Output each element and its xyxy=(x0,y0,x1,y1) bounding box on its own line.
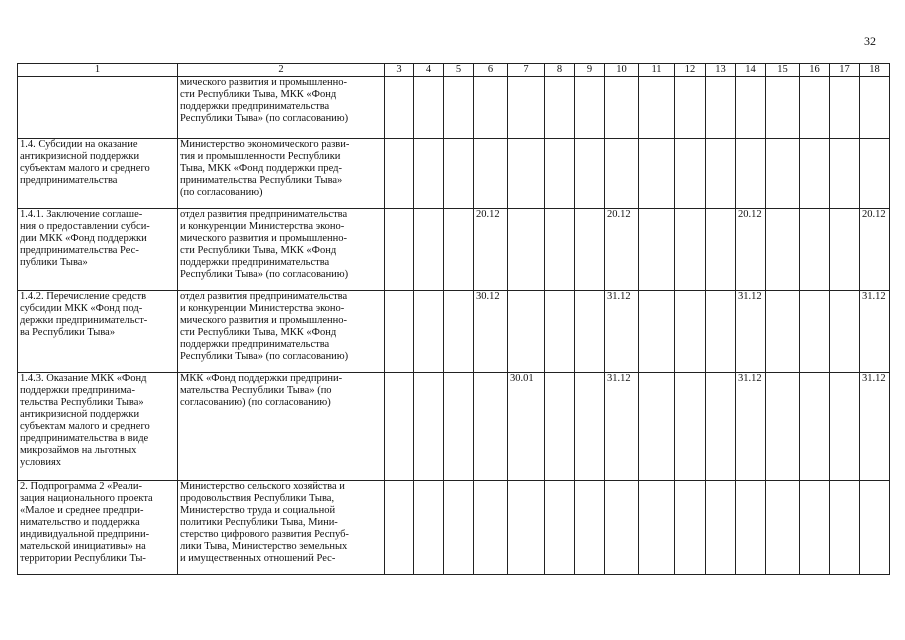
date-cell xyxy=(545,291,575,373)
column-header: 6 xyxy=(474,64,508,77)
date-cell: 30.12 xyxy=(474,291,508,373)
column-header: 5 xyxy=(444,64,474,77)
date-cell xyxy=(800,77,830,139)
date-cell xyxy=(830,291,860,373)
column-header: 12 xyxy=(675,64,706,77)
date-cell xyxy=(414,373,444,481)
date-cell xyxy=(706,209,736,291)
column-header: 15 xyxy=(766,64,800,77)
column-header: 4 xyxy=(414,64,444,77)
date-cell xyxy=(444,77,474,139)
date-cell xyxy=(605,77,639,139)
date-cell xyxy=(414,209,444,291)
date-cell xyxy=(800,209,830,291)
date-cell xyxy=(474,77,508,139)
date-cell: 31.12 xyxy=(860,291,890,373)
date-cell xyxy=(706,77,736,139)
date-cell xyxy=(545,209,575,291)
date-cell xyxy=(605,481,639,575)
executor-cell: отдел развития предпринимательства и конкуренции Министерства эконо- мического развития и промышленно- сти Республики Тыва, МКК «Фонд поддержки предпринимательства Республики Тыва» (по согласованию) xyxy=(178,209,385,291)
date-cell xyxy=(444,373,474,481)
date-cell: 20.12 xyxy=(736,209,766,291)
column-header: 9 xyxy=(575,64,605,77)
date-cell: 20.12 xyxy=(605,209,639,291)
date-cell xyxy=(675,481,706,575)
date-cell xyxy=(385,291,414,373)
date-cell xyxy=(736,77,766,139)
date-cell xyxy=(736,481,766,575)
date-cell xyxy=(706,291,736,373)
executor-cell: Министерство сельского хозяйства и продовольствия Республики Тыва, Министерство труда и социальной политики Республики Тыва, Мини- стерство цифрового развития Респуб- лики Тыва, Министерство земельных и имущественных отношений Рес- xyxy=(178,481,385,575)
table-row xyxy=(18,209,890,291)
executor-cell: МКК «Фонд поддержки предприни- мательства Республики Тыва» (по согласованию) (по согласованию) xyxy=(178,373,385,481)
date-cell xyxy=(800,481,830,575)
date-cell xyxy=(706,481,736,575)
date-cell xyxy=(575,209,605,291)
column-header: 8 xyxy=(545,64,575,77)
column-header: 1 xyxy=(18,64,178,77)
date-cell xyxy=(414,139,444,209)
date-cell xyxy=(639,481,675,575)
date-cell xyxy=(706,139,736,209)
date-cell xyxy=(766,481,800,575)
activity-name-cell: 1.4.1. Заключение соглаше- ния о предоставлении субси- дии МКК «Фонд поддержки предпринимательства Рес- публики Тыва» xyxy=(18,209,178,291)
date-cell xyxy=(508,481,545,575)
page-number: 32 xyxy=(864,34,876,48)
date-cell xyxy=(639,77,675,139)
date-cell xyxy=(675,373,706,481)
date-cell: 20.12 xyxy=(860,209,890,291)
date-cell: 20.12 xyxy=(474,209,508,291)
date-cell xyxy=(545,77,575,139)
date-cell xyxy=(800,291,830,373)
date-cell xyxy=(508,77,545,139)
executor-cell: Министерство экономического разви- тия и промышленности Республики Тыва, МКК «Фонд поддержки пред- принимательства Республики Тыва» (по согласованию) xyxy=(178,139,385,209)
date-cell xyxy=(508,139,545,209)
date-cell xyxy=(860,77,890,139)
date-cell xyxy=(414,291,444,373)
date-cell xyxy=(639,373,675,481)
date-cell xyxy=(830,373,860,481)
date-cell xyxy=(474,373,508,481)
executor-cell: мического развития и промышленно- сти Республики Тыва, МКК «Фонд поддержки предпринимательства Республики Тыва» (по согласованию) xyxy=(178,77,385,139)
date-cell xyxy=(444,139,474,209)
date-cell xyxy=(545,481,575,575)
date-cell xyxy=(575,373,605,481)
activity-name-cell: 1.4. Субсидии на оказание антикризисной поддержки субъектам малого и среднего предпринимательства xyxy=(18,139,178,209)
date-cell xyxy=(545,139,575,209)
date-cell xyxy=(414,77,444,139)
date-cell xyxy=(444,481,474,575)
date-cell xyxy=(385,77,414,139)
date-cell xyxy=(474,139,508,209)
column-header: 2 xyxy=(178,64,385,77)
date-cell xyxy=(830,139,860,209)
date-cell xyxy=(605,139,639,209)
date-cell xyxy=(508,209,545,291)
executor-cell: отдел развития предпринимательства и конкуренции Министерства эконо- мического развития и промышленно- сти Республики Тыва, МКК «Фонд поддержки предпринимательства Республики Тыва» (по согласованию) xyxy=(178,291,385,373)
date-cell xyxy=(800,139,830,209)
date-cell xyxy=(830,481,860,575)
date-cell xyxy=(675,209,706,291)
date-cell xyxy=(766,139,800,209)
activity-name-cell: 2. Подпрограмма 2 «Реали- зация национального проекта «Малое и среднее предпри- нимательство и поддержка индивидуальной предприни- мательской инициативы» на территории Республики Ты- xyxy=(18,481,178,575)
table-row xyxy=(18,373,890,481)
date-cell xyxy=(860,139,890,209)
date-cell xyxy=(385,481,414,575)
date-cell xyxy=(766,291,800,373)
date-cell xyxy=(766,373,800,481)
activity-name-cell xyxy=(18,77,178,139)
column-header: 7 xyxy=(508,64,545,77)
date-cell: 31.12 xyxy=(605,291,639,373)
activity-name-cell: 1.4.2. Перечисление средств субсидии МКК «Фонд под- держки предпринимательст- ва Республики Тыва» xyxy=(18,291,178,373)
table-row xyxy=(18,481,890,575)
date-cell xyxy=(575,139,605,209)
date-cell xyxy=(766,77,800,139)
column-header: 11 xyxy=(639,64,675,77)
date-cell xyxy=(860,481,890,575)
date-cell: 31.12 xyxy=(860,373,890,481)
column-header: 17 xyxy=(830,64,860,77)
date-cell xyxy=(639,291,675,373)
date-cell xyxy=(675,77,706,139)
date-cell xyxy=(444,209,474,291)
date-cell xyxy=(675,291,706,373)
date-cell xyxy=(385,373,414,481)
date-cell xyxy=(736,139,766,209)
date-cell xyxy=(385,209,414,291)
table-row xyxy=(18,77,890,139)
date-cell xyxy=(508,291,545,373)
date-cell xyxy=(706,373,736,481)
column-header: 14 xyxy=(736,64,766,77)
date-cell: 31.12 xyxy=(605,373,639,481)
date-cell xyxy=(830,77,860,139)
schedule-table xyxy=(17,63,890,575)
activity-name-cell: 1.4.3. Оказание МКК «Фонд поддержки предпринима- тельства Республики Тыва» антикризисной поддержки субъектам малого и среднего предпринимательства в виде микрозаймов на льготных условиях xyxy=(18,373,178,481)
date-cell xyxy=(639,139,675,209)
table-row xyxy=(18,291,890,373)
date-cell xyxy=(545,373,575,481)
date-cell: 31.12 xyxy=(736,373,766,481)
column-header: 18 xyxy=(860,64,890,77)
date-cell xyxy=(474,481,508,575)
date-cell xyxy=(575,291,605,373)
table-header-row xyxy=(18,64,890,77)
date-cell: 30.01 xyxy=(508,373,545,481)
date-cell xyxy=(444,291,474,373)
date-cell xyxy=(830,209,860,291)
column-header: 3 xyxy=(385,64,414,77)
column-header: 10 xyxy=(605,64,639,77)
column-header: 16 xyxy=(800,64,830,77)
date-cell xyxy=(639,209,675,291)
date-cell xyxy=(414,481,444,575)
date-cell xyxy=(575,77,605,139)
date-cell xyxy=(800,373,830,481)
date-cell xyxy=(675,139,706,209)
date-cell xyxy=(385,139,414,209)
date-cell xyxy=(766,209,800,291)
date-cell xyxy=(575,481,605,575)
table-row xyxy=(18,139,890,209)
date-cell: 31.12 xyxy=(736,291,766,373)
column-header: 13 xyxy=(706,64,736,77)
